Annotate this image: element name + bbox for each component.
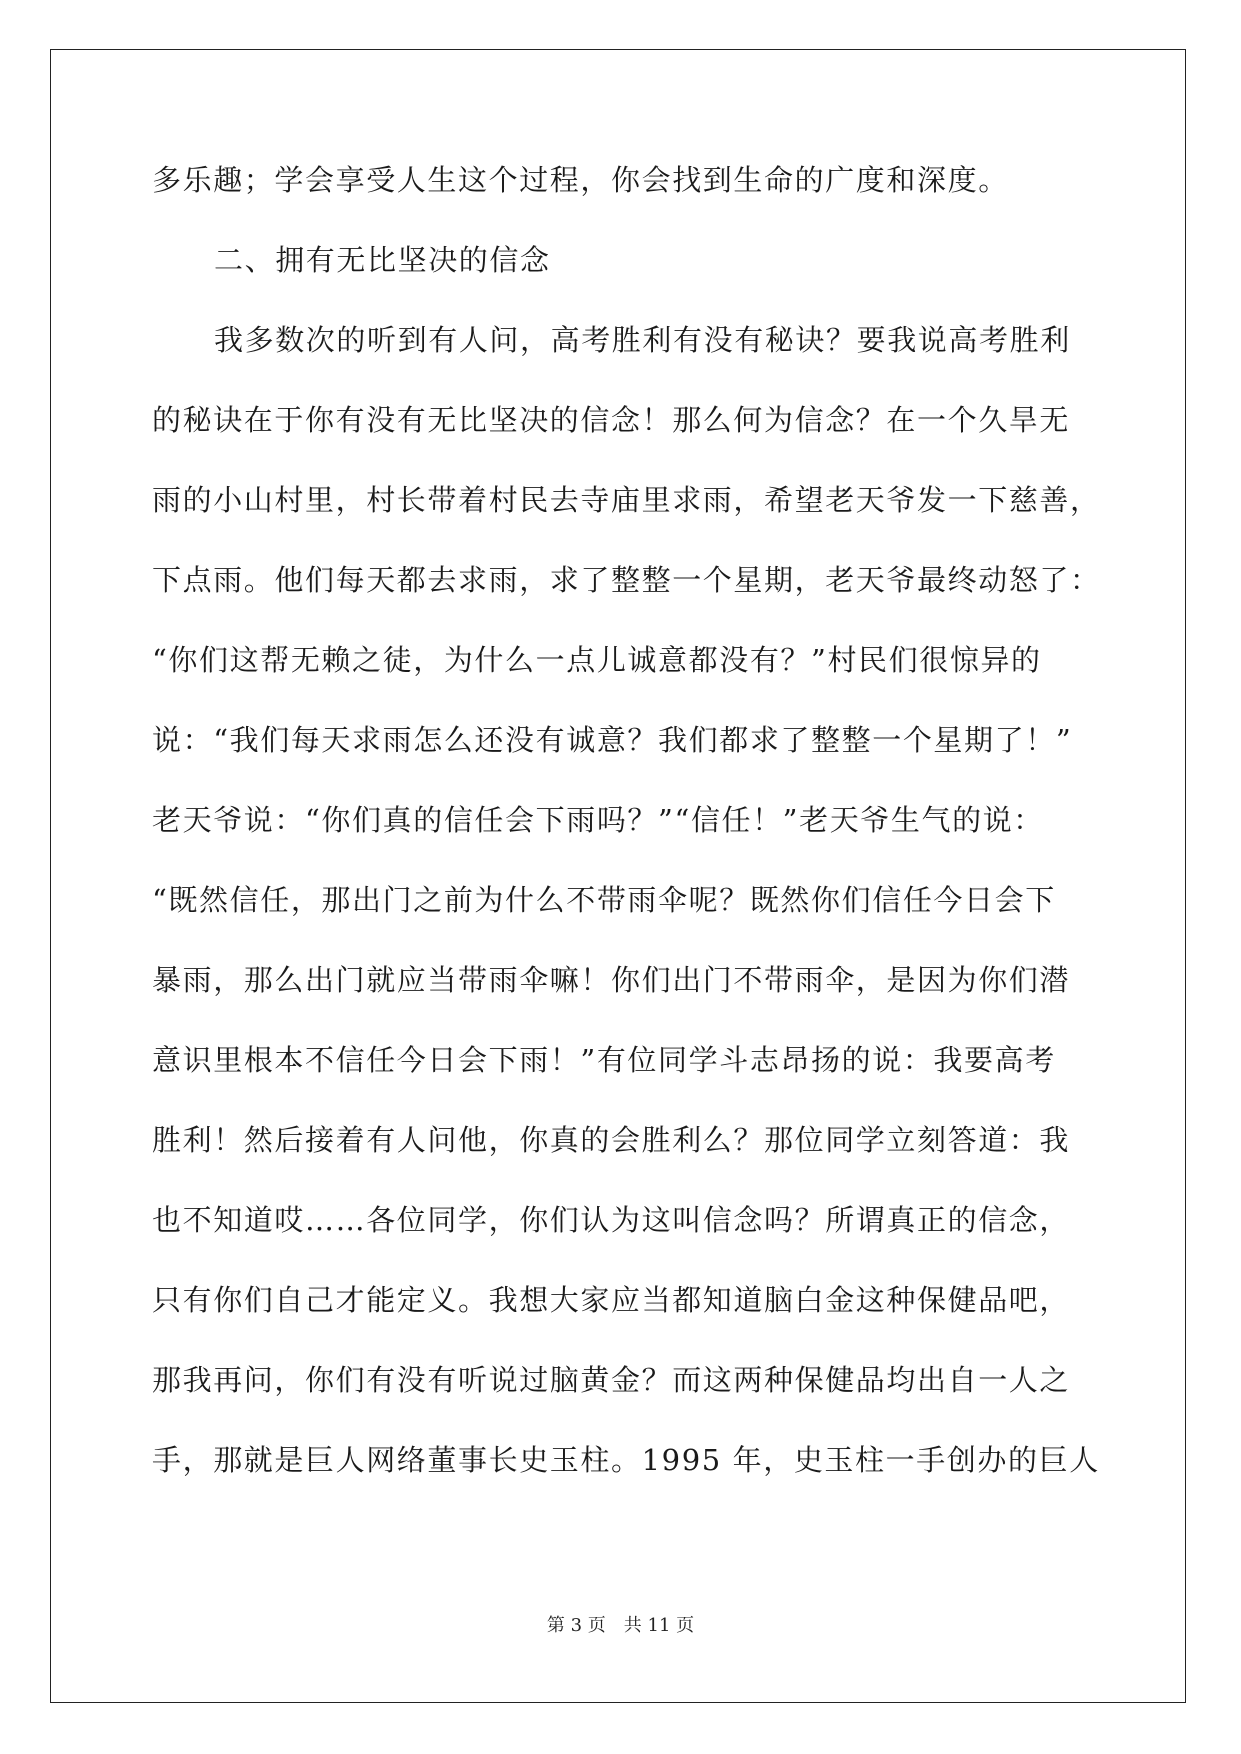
paragraph-line: 的秘诀在于你有没有无比坚决的信念！那么何为信念？在一个久旱无	[152, 403, 1071, 437]
paragraph-line: 只有你们自己才能定义。我想大家应当都知道脑白金这种保健品吧，	[152, 1283, 1071, 1317]
page-number: 第 3 页	[546, 1615, 606, 1636]
paragraph-line: 下点雨。他们每天都去求雨，求了整整一个星期，老天爷最终动怒了：	[152, 563, 1101, 597]
paragraph-line: 雨的小山村里，村长带着村民去寺庙里求雨，希望老天爷发一下慈善，	[152, 483, 1101, 517]
paragraph-line: 意识里根本不信任今日会下雨！”有位同学斗志昂扬的说：我要高考	[152, 1043, 1056, 1077]
paragraph-line: 那我再问，你们有没有听说过脑黄金？而这两种保健品均出自一人之	[152, 1363, 1071, 1397]
paragraph-line: “你们这帮无赖之徒，为什么一点儿诚意都没有？”村民们很惊异的	[152, 643, 1042, 677]
paragraph-line: 老天爷说：“你们真的信任会下雨吗？”“信任！”老天爷生气的说：	[152, 803, 1044, 837]
paragraph-line: “既然信任，那出门之前为什么不带雨伞呢？既然你们信任今日会下	[152, 883, 1056, 917]
paragraph-line: 我多数次的听到有人问，高考胜利有没有秘诀？要我说高考胜利	[214, 323, 1071, 357]
paragraph-line: 说：“我们每天求雨怎么还没有诚意？我们都求了整整一个星期了！”	[152, 723, 1073, 757]
paragraph-line: 胜利！然后接着有人问他，你真的会胜利么？那位同学立刻答道：我	[152, 1123, 1071, 1157]
paragraph-line: 手，那就是巨人网络董事长史玉柱。1995 年，史玉柱一手创办的巨人	[152, 1443, 1100, 1477]
paragraph-line: 也不知道哎……各位同学，你们认为这叫信念吗？所谓真正的信念，	[152, 1203, 1071, 1237]
paragraph-line: 暴雨，那么出门就应当带雨伞嘛！你们出门不带雨伞，是因为你们潜	[152, 963, 1071, 997]
section-heading: 二、拥有无比坚决的信念	[214, 243, 551, 277]
page-footer	[0, 1614, 1241, 1638]
page-total: 共 11 页	[623, 1615, 695, 1636]
paragraph-line: 多乐趣；学会享受人生这个过程，你会找到生命的广度和深度。	[152, 163, 1009, 197]
